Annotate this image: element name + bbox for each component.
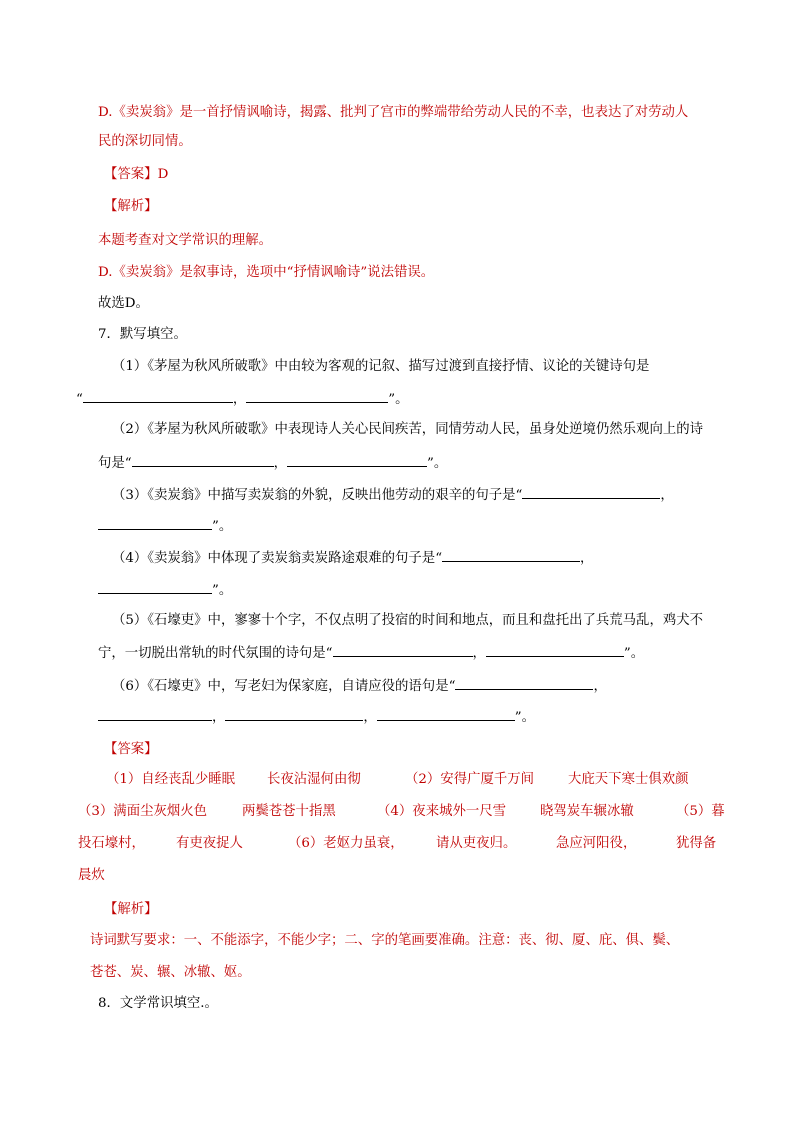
q7-item2-line2: 句是“ ， ”。 xyxy=(98,453,447,473)
answer-blank[interactable] xyxy=(522,485,660,499)
q7-item2-line1: （2）《茅屋为秋风所破歌》中表现诗人关心民间疾苦，同情劳动人民，虽身处逆境仍然乐观向上的诗 xyxy=(112,422,704,437)
answer-item: 投石壕村， xyxy=(78,836,145,851)
answer-item: （4）夜来城外一尺雪 xyxy=(377,804,507,819)
analysis-2-line1: 诗词默写要求：一、不能添字，不能少字；二、字的笔画要准确。注意：丧、彻、厦、庇、俱、鬓、 xyxy=(90,933,680,948)
analysis-1-line1: 本题考查对文学常识的理解。 xyxy=(98,233,273,248)
answer-1 xyxy=(104,166,168,184)
q7-item6-line1: （6）《石壕吏》中，写老妇为保家庭，自请应役的语句是“ ， xyxy=(112,676,607,696)
question-8-title: 8．文学常识填空.。 xyxy=(98,996,218,1011)
q7-item1-line2: “ ， ”。 xyxy=(76,389,409,409)
answer-item: （6）老妪力虽衰， xyxy=(288,836,404,851)
answer-item: 晨炊 xyxy=(78,868,105,883)
answer-item: （3）满面尘灰烟火色 xyxy=(78,804,208,819)
q7-item5-line1: （5）《石壕吏》中，寥寥十个字，不仅点明了投宿的时间和地点，而且和盘托出了兵荒马乱，鸡犬不 xyxy=(112,613,704,628)
answer-item: （2）安得广厦千万间 xyxy=(405,772,535,787)
q7-item3-line1: （3）《卖炭翁》中描写卖炭翁的外貌，反映出他劳动的艰辛的句子是“ ， xyxy=(112,485,674,505)
analysis-1-tag: 【解析】 xyxy=(104,199,158,214)
answer-blank[interactable] xyxy=(83,389,233,403)
q7-item5-line2: 宁，一切脱出常轨的时代氛围的诗句是“ ， ”。 xyxy=(98,643,644,663)
answer-blank[interactable] xyxy=(455,676,593,690)
answer-item: 急应河阳役， xyxy=(556,836,637,851)
answer-blank[interactable] xyxy=(98,707,212,721)
q7-item3-line2: ”。 xyxy=(98,516,232,536)
answer-blank[interactable] xyxy=(377,707,515,721)
answer-item: （1）自经丧乱少睡眠 xyxy=(106,772,236,787)
answer-tag: 【答案】 xyxy=(104,167,158,182)
q7-item1-line1: （1）《茅屋为秋风所破歌》中由较为客观的记叙、描写过渡到直接抒情、议论的关键诗句是 xyxy=(112,359,650,374)
answer-blank[interactable] xyxy=(486,643,624,657)
answer-blank[interactable] xyxy=(98,516,212,530)
answer-item: 犹得备 xyxy=(676,836,717,851)
answer-item: 晓驾炭车辗冰辙 xyxy=(540,804,634,819)
question-7-title: 7．默写填空。 xyxy=(98,327,187,342)
answer-blank[interactable] xyxy=(98,580,212,594)
answer-blank[interactable] xyxy=(442,548,580,562)
analysis-2-line2: 苍苍、炭、辗、冰辙、妪。 xyxy=(90,965,251,980)
answer-item: 两鬓苍苍十指黑 xyxy=(242,804,336,819)
answer-blank[interactable] xyxy=(287,453,427,467)
answer-blank[interactable] xyxy=(225,707,363,721)
answer-item: 有吏夜捉人 xyxy=(176,836,243,851)
answer-blank[interactable] xyxy=(132,453,274,467)
answer-2-tag: 【答案】 xyxy=(104,742,158,757)
analysis-2-tag: 【解析】 xyxy=(104,902,158,917)
analysis-1-line2: D.《卖炭翁》是叙事诗，选项中“抒情讽喻诗”说法错误。 xyxy=(98,265,435,280)
option-d-line2: 民的深切同情。 xyxy=(98,134,192,149)
answer-blank[interactable] xyxy=(246,389,388,403)
q7-item4-line2: ”。 xyxy=(98,580,232,600)
answer-value: D xyxy=(157,167,169,182)
analysis-1-line3: 故选D。 xyxy=(98,296,149,311)
answer-item: （5）暮 xyxy=(676,804,725,819)
answer-item: 请从吏夜归。 xyxy=(436,836,517,851)
answer-item: 长夜沾湿何由彻 xyxy=(267,772,361,787)
answer-blank[interactable] xyxy=(333,643,473,657)
q7-item4-line1: （4）《卖炭翁》中体现了卖炭翁卖炭路途艰难的句子是“ ， xyxy=(112,548,593,568)
q7-item6-line2: ， ， ”。 xyxy=(98,707,535,727)
answer-item: 大庇天下寒士俱欢颜 xyxy=(568,772,689,787)
option-d-line1: D.《卖炭翁》是一首抒情讽喻诗，揭露、批判了宫市的弊端带给劳动人民的不幸，也表达了对劳动人 xyxy=(98,105,689,120)
